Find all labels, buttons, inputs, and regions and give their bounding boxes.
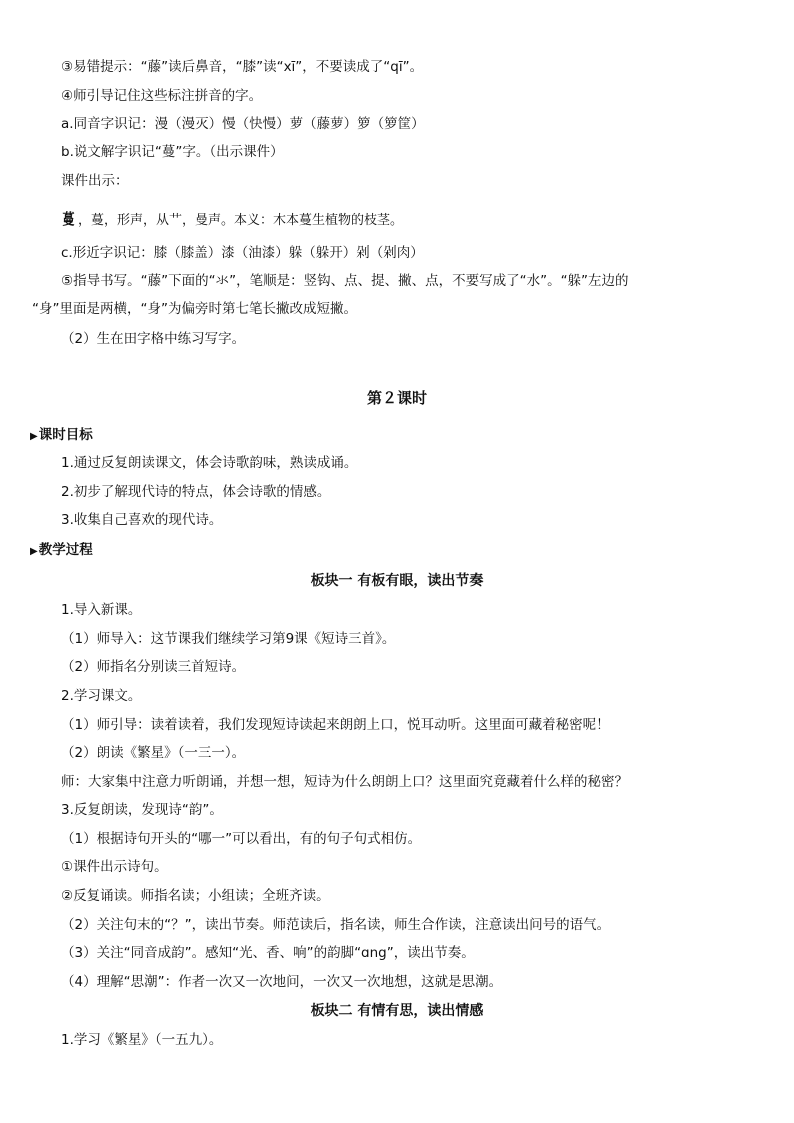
process-line: （2）关注句末的“？”，读出节奏。师范读后，指名读，师生合作读，注意读出问号的语气。 bbox=[61, 917, 611, 933]
triangle-bullet-icon: ▶ bbox=[30, 431, 38, 442]
goal-item: 3.收集自己喜欢的现代诗。 bbox=[61, 512, 223, 528]
text-line: ④师引导记住这些标注拼音的字。 bbox=[61, 88, 263, 104]
process-line: 1.导入新课。 bbox=[61, 602, 142, 618]
process-line: （3）关注“同音成韵”。感知“光、香、响”的韵脚“ɑng”，读出节奏。 bbox=[61, 945, 475, 961]
text-line: （2）生在田字格中练习写字。 bbox=[61, 331, 246, 347]
process-line: （1）师导入：这节课我们继续学习第9课《短诗三首》。 bbox=[61, 631, 396, 647]
process-line: （1）根据诗句开头的“哪一”可以看出，有的句子句式相仿。 bbox=[61, 831, 422, 847]
process-line: ①课件出示诗句。 bbox=[61, 859, 168, 875]
goals-heading: ▶课时目标 bbox=[30, 427, 93, 443]
text-line: 课件出示： bbox=[61, 173, 129, 189]
text-line: ⑤指导书写。“藤”下面的“氺”，笔顺是：竖钩、点、提、撇、点，不要写成了“水”。“躲”左边的 bbox=[61, 273, 629, 289]
process-heading: ▶教学过程 bbox=[30, 542, 93, 558]
block-title: 板块一 有板有眼，读出节奏 bbox=[310, 573, 484, 589]
goal-item: 1.通过反复朗读课文，体会诗歌韵味，熟读成诵。 bbox=[61, 455, 358, 471]
text-line: a.同音字识记：漫（漫灭）慢（快慢）萝（藤萝）箩（箩筐） bbox=[61, 116, 425, 132]
process-line: （4）理解“思潮”：作者一次又一次地问，一次又一次地想，这就是思潮。 bbox=[61, 974, 503, 990]
text-line: ③易错提示：“藤”读后鼻音，“膝”读“xī”，不要读成了“qī”。 bbox=[61, 59, 424, 75]
process-line: 师：大家集中注意力听朗诵，并想一想，短诗为什么朗朗上口？这里面究竟藏着什么样的秘密？ bbox=[61, 774, 628, 790]
text-line: “身”里面是两横，“身”为偏旁时第七笔长撇改成短撇。 bbox=[32, 301, 357, 317]
shuowen-line bbox=[61, 210, 403, 230]
process-line: （1）师引导：读着读着，我们发现短诗读起来朗朗上口，悦耳动听。这里面可藏着秘密呢！ bbox=[61, 717, 610, 733]
process-line: （2）师指名分别读三首短诗。 bbox=[61, 659, 246, 675]
process-line: 2.学习课文。 bbox=[61, 688, 142, 704]
process-line: 3.反复朗读，发现诗“韵”。 bbox=[61, 802, 223, 818]
shuowen-text: ，蔓，形声，从艹，曼声。本义：木本蔓生植物的枝茎。 bbox=[78, 213, 404, 228]
lesson-title: 第２课时 bbox=[366, 389, 427, 407]
seal-script-character: 蔓 bbox=[62, 210, 75, 228]
goal-item: 2.初步了解现代诗的特点，体会诗歌的情感。 bbox=[61, 484, 331, 500]
process-line: 1.学习《繁星》（一五九）。 bbox=[61, 1032, 223, 1048]
block-title: 板块二 有情有思，读出情感 bbox=[310, 1003, 484, 1019]
process-line: ②反复诵读。师指名读；小组读；全班齐读。 bbox=[61, 888, 330, 904]
text-line: b.说文解字识记“蔓”字。（出示课件） bbox=[61, 144, 284, 160]
triangle-bullet-icon: ▶ bbox=[30, 546, 38, 557]
text-line: c.形近字识记：膝（膝盖）漆（油漆）躲（躲开）剁（剁肉） bbox=[61, 245, 424, 261]
process-line: （2）朗读《繁星》（一三一）。 bbox=[61, 745, 246, 761]
